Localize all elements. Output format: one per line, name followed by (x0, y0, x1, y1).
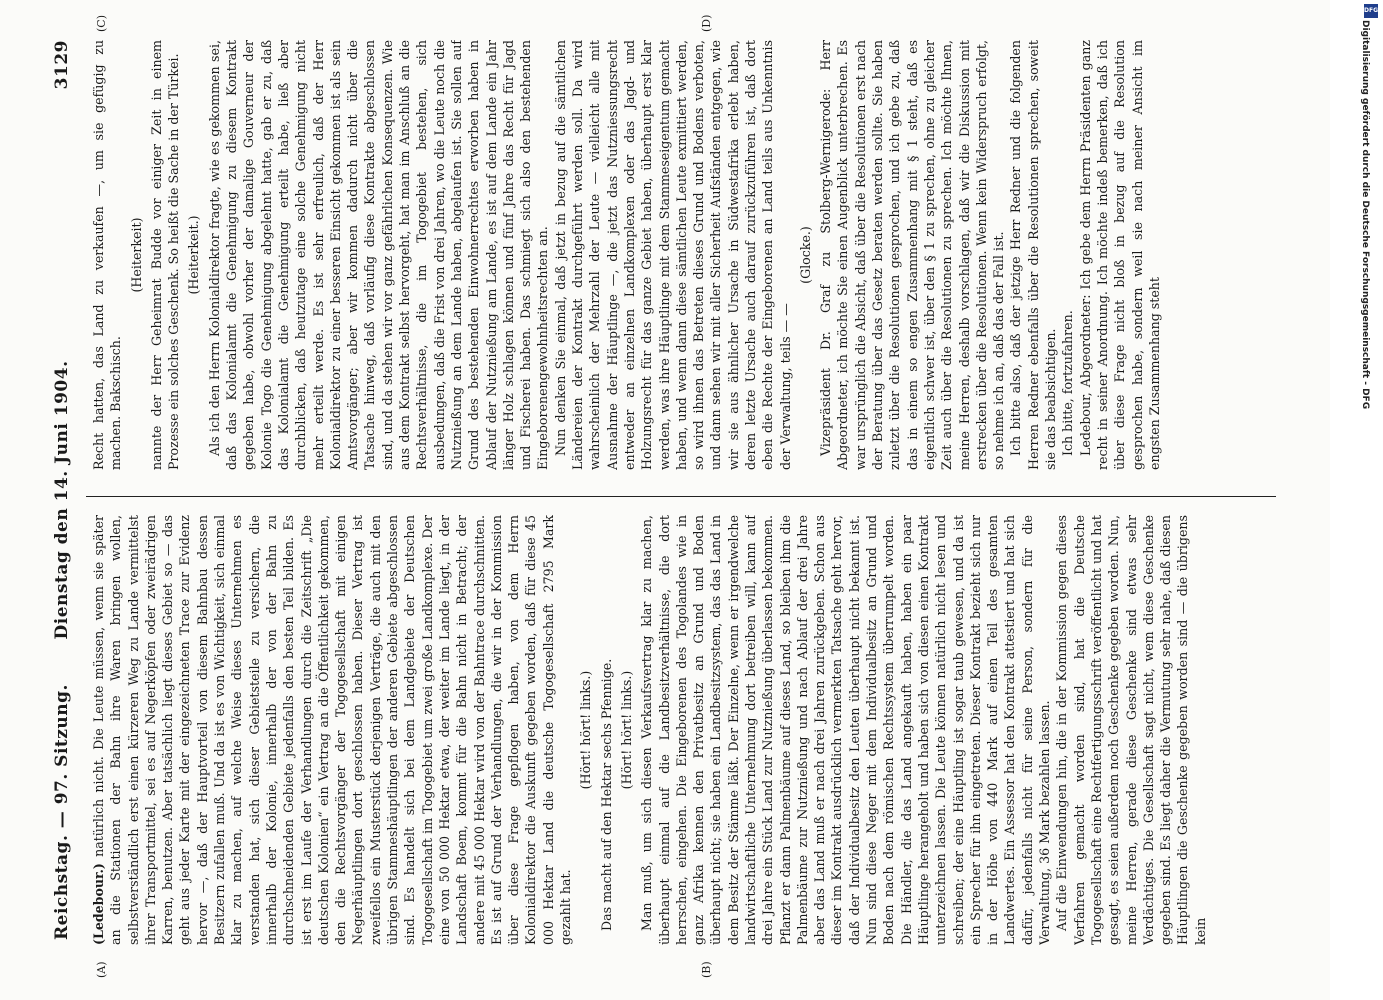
right-column (90, 40, 1270, 470)
paragraph: Das macht auf den Hektar sechs Pfennige. (598, 658, 614, 931)
header-session: Reichstag. — 97. Sitzung. (52, 684, 72, 940)
paragraph: Ich bitte, fortzufahren. (1060, 310, 1076, 456)
paragraph: Ich bitte also, daß der jetzige Herr Redner und die folgenden Herren Redner ebenfalls über die Resolutionen sprechen, soweit sie das beabsichtigen. (1008, 40, 1059, 470)
paragraph: Ledebour, Abgeordneter: Ich gebe dem Herrn Präsidenten ganz recht in seiner Anordnung. Ich möchte indeß bemerken, daß ich über diese Frage nicht bloß in bezug auf die Resolution gesprochen habe, sondern weil sie nach meiner Ansicht im engsten Zusammenhang steht (1077, 40, 1162, 470)
margin-marker-d: (D) (700, 14, 713, 32)
page-number: 3129 (52, 40, 72, 90)
paragraph: Als ich den Herrn Kolonialdirektor fragte, wie es gekommen sei, daß das Kolonialamt die Genehmigung zu diesem Kontrakt gegeben habe, obwohl vorher der damalige Gouverneur der Kolonie Togo die Genehmigung abgelehnt hatte, gab er zu, daß das Kolonialamt die Genehmigung erteilt habe, ließ aber durchblicken, daß heutzutage eine solche Genehmigung nicht mehr erteilt werde. Es ist sehr erfreulich, daß der Herr Kolonialdirektor zu einer besseren Einsicht gekommen ist als sein Amtsvorgänger; aber wir kommen dadurch nicht über die Tatsache hinweg, daß vorläufig diese Kontrakte abgeschlossen sind, und da stehen wir vor ganz gefährlichen Konsequenzen. Wie aus dem Kontrakt selbst hervorgeht, hat man im Anschluß an die Rechtsverhältnisse, die im Togogebiet bestehen, sich ausbedungen, daß die Frist von drei Jahren, wo die Leute noch die Nutznießung an dem Lande haben, abgelaufen ist. Sie sollen auf Grund des bestehenden Einwohnerrechtes erworben haben in Ablauf der Nutznießung am Lande, es ist auf dem Lande ein Jahr länger Holz schlagen können und fünf Jahre das Recht für Jagd und Fischerei haben. Das schmiegt sich also den bestehenden Eingeborenengewohnheitsrechten an. (206, 40, 551, 470)
paragraph: Nun denken Sie einmal, daß jetzt in bezug auf die sämtlichen Ländereien der Kontrakt durchgeführt werden soll. Da wird wahrscheinlich der Mehrzahl der Leute — vielleicht alle mit Ausnahme der Häuptlinge —, die jetzt das Nutzniessungsrecht entweder an einzelnen Landkomplexen oder das Jagd- und Holzungsrecht für das ganze Gebiet haben, überhaupt erst klar werden, was ihre Häuptlinge mit dem Stammeseigentum gemacht haben, und wenn dann diese sämtlichen Leute exmittiert werden, so wird ihnen das Betreten dieses Grund und Bodens verboten, und dann sehen wir mit aller Sicherheit Aufständen entgegen, wie wir sie aus ähnlicher Ursache in Südwestafrika erlebt haben, deren letzte Ursache auch darauf zurückzuführen ist, daß dort eben die Rechte der Eingeborenen an Land teils aus Unkenntnis der Verwaltung, teils — — (552, 40, 793, 470)
paragraph: natürlich nicht. Die Leute müssen, wenn sie später an die Stationen der Bahn ihre Waren bringen wollen, selbstverständlich erst einen kürzeren Weg zu Lande vermittelst ihrer Transportmittel, sei es auf Negerköpfen oder zweirädrigen Karren, benutzen. Aber tatsächlich liegt dieses Gebiet so — das geht aus jeder Karte mit der eingezeichneten Trace zur Evidenz hervor —, daß der Hauptvorteil von diesem Bahnbau dessen Besitzern zufallen muß. Und da ist es von Wichtigkeit, sich einmal klar zu machen, auf welche Weise dieses Unternehmen es verstanden hat, sich dieser Gebietsteile zu versichern, die innerhalb der Kolonie, innerhalb der von der Bahn zu durchschneidenden Gebiete jedenfalls den besten Teil bilden. Es ist erst im Laufe der Verhandlungen durch die Zeitschrift „Die deutschen Kolonien“ ein Vertrag an die Öffentlichkeit gekommen, den die Rechtsvorgänger der Togogesellschaft mit einigen Negerhäuptlingen dort geschlossen haben. Dieser Vertrag ist zweifellos ein Musterstück derjenigen Verträge, die auch mit den übrigen Stammeshäuptlingen der anderen Gebiete abgeschlossen sind. Es handelt sich bei dem Landgebiete der Deutschen Togogesellschaft im Togogebiet um zwei große Landkomplexe. Der eine von 50 000 Hektar etwa, der weiter im Lande liegt, in der Landschaft Boem, kommt für die Bahn nicht in Betracht; der andere mit 45 000 Hektar wird von der Bahntrace durchschnitten. Es ist auf Grund der Verhandlungen, die wir in der Kommission über diese Frage gepflogen haben, von dem Herrn Kolonialdirektor die Auskunft gegeben worden, daß für diese 45 000 Hektar Land die deutsche Togogesellschaft 2795 Mark gezahlt hat. (91, 515, 574, 945)
margin-marker-c: (C) (95, 15, 108, 32)
dfg-logo-icon: DFG (1364, 4, 1378, 18)
interjection: (Hört! hört! links.) (578, 670, 594, 790)
paragraph: nannte der Herr Geheimrat Budde vor einiger Zeit in einem Prozesse ein solches Geschenk. So heißt die Sache in der Türkei. (148, 40, 182, 470)
paragraph: Auf die Einwendungen hin, die in der Kommission gegen dieses Verfahren gemacht worden sind, hat die Deutsche Togogesellschaft eine Rechtfertigungsschrift veröffentlicht und hat gesagt, es seien außerdem noch Geschenke gegeben worden. Nun, meine Herren, gerade diese Geschenke sind etwas sehr Verdächtiges. Die Gesellschaft sagt nicht, wem diese Geschenke gegeben sind. Es liegt daher die Vermutung sehr nahe, daß diesen Häuptlingen die Geschenke gegeben worden sind — die übrigens kein (1054, 515, 1208, 945)
column-divider (86, 496, 1276, 497)
interjection: (Glocke.) (797, 226, 813, 284)
interjection: (Hört! hört! links.) (618, 670, 634, 790)
margin-marker-a: (A) (95, 961, 108, 978)
interjection: (Heiterkeit) (128, 217, 144, 293)
speaker-tag: (Ledebour.) (91, 863, 106, 945)
digitization-credit: Digitalisierung gefördert durch die Deutsche Forschungsgemeinschaft - DFG (1360, 20, 1370, 410)
interjection: (Heiterkeit.) (186, 215, 202, 295)
paragraph: Man muß, um sich diesen Verkaufsvertrag klar zu machen, überhaupt einmal auf die Landbesitzverhältnisse, die dort herrschen, eingehen. Die Eingeborenen des Togolandes wie in ganz Afrika kennen den Privatbesitz an Grund und Boden überhaupt nicht; sie haben ein Landbesitzsystem, das das Land in dem Besitz der Stämme läßt. Der Einzelne, wenn er irgendwelche landwirtschaftliche Unternehmung dort betreiben will, kann auf drei Jahre ein Stück Land zur Nutznießung überlassen bekommen. Pflanzt er dann Palmenbäume auf dieses Land, so bleiben ihm die Palmenbäume zur Nutznießung und nach Ablauf der drei Jahre aber das Land muß er nach drei Jahren zurückgeben. Schon aus dieser im Kontrakt ausdrücklich vermerkten Tatsache geht hervor, daß der Individualbesitz den Leuten überhaupt nicht bekannt ist. Nun sind diese Neger mit dem Individualbesitz an Grund und Boden nach dem römischen Rechtssystem überrumpelt worden. Die Händler, die das Land angekauft haben, haben ein paar Häuptlinge herangeholt und haben sich von diesen einen Kontrakt unterzeichnen lassen. Die Leute können natürlich nicht lesen und schreiben; der eine Häuptling ist sogar taub gewesen, und da ist ein Sprecher für ihn eingetreten. Dieser Kontrakt bezieht sich nur in der Höhe von 440 Mark auf einen Teil des gesamten Landwertes. Ein Assessor hat den Kontrakt attestiert und hat sich dafür, jedenfalls nicht für seine Person, sondern für die Verwaltung, 36 Mark bezahlen lassen. (639, 515, 1053, 945)
running-head (52, 0, 82, 1000)
paragraph: Recht hatten, das Land zu verkaufen —, um sie gefügig zu machen. Bakschisch. (91, 40, 124, 470)
paragraph: Vizepräsident Dr. Graf zu Stolberg-Wernigerode: Herr Abgeordneter, ich möchte Sie einen Augenblick unterbrechen. Es war ursprünglich die Absicht, daß über die Resolutionen erst nach der Beratung über das Gesetz beraten werden sollte. Sie haben zuletzt über die Resolutionen gesprochen, und ich gebe zu, daß das in einem so engen Zusammenhang mit § 1 steht, daß es eigentlich schwer ist, über den § 1 zu sprechen, ohne zu gleicher Zeit auch über die Resolutionen zu sprechen. Ich möchte Ihnen, meine Herren, deshalb vorschlagen, daß wir die Diskussion mit erstrecken über die Resolutionen. Wenn kein Widerspruch erfolgt, so nehme ich an, daß das der Fall ist. (818, 40, 1007, 470)
left-column (90, 515, 1270, 945)
header-date: Dienstag den 14. Juni 1904. (52, 360, 72, 640)
margin-marker-b: (B) (700, 961, 713, 978)
